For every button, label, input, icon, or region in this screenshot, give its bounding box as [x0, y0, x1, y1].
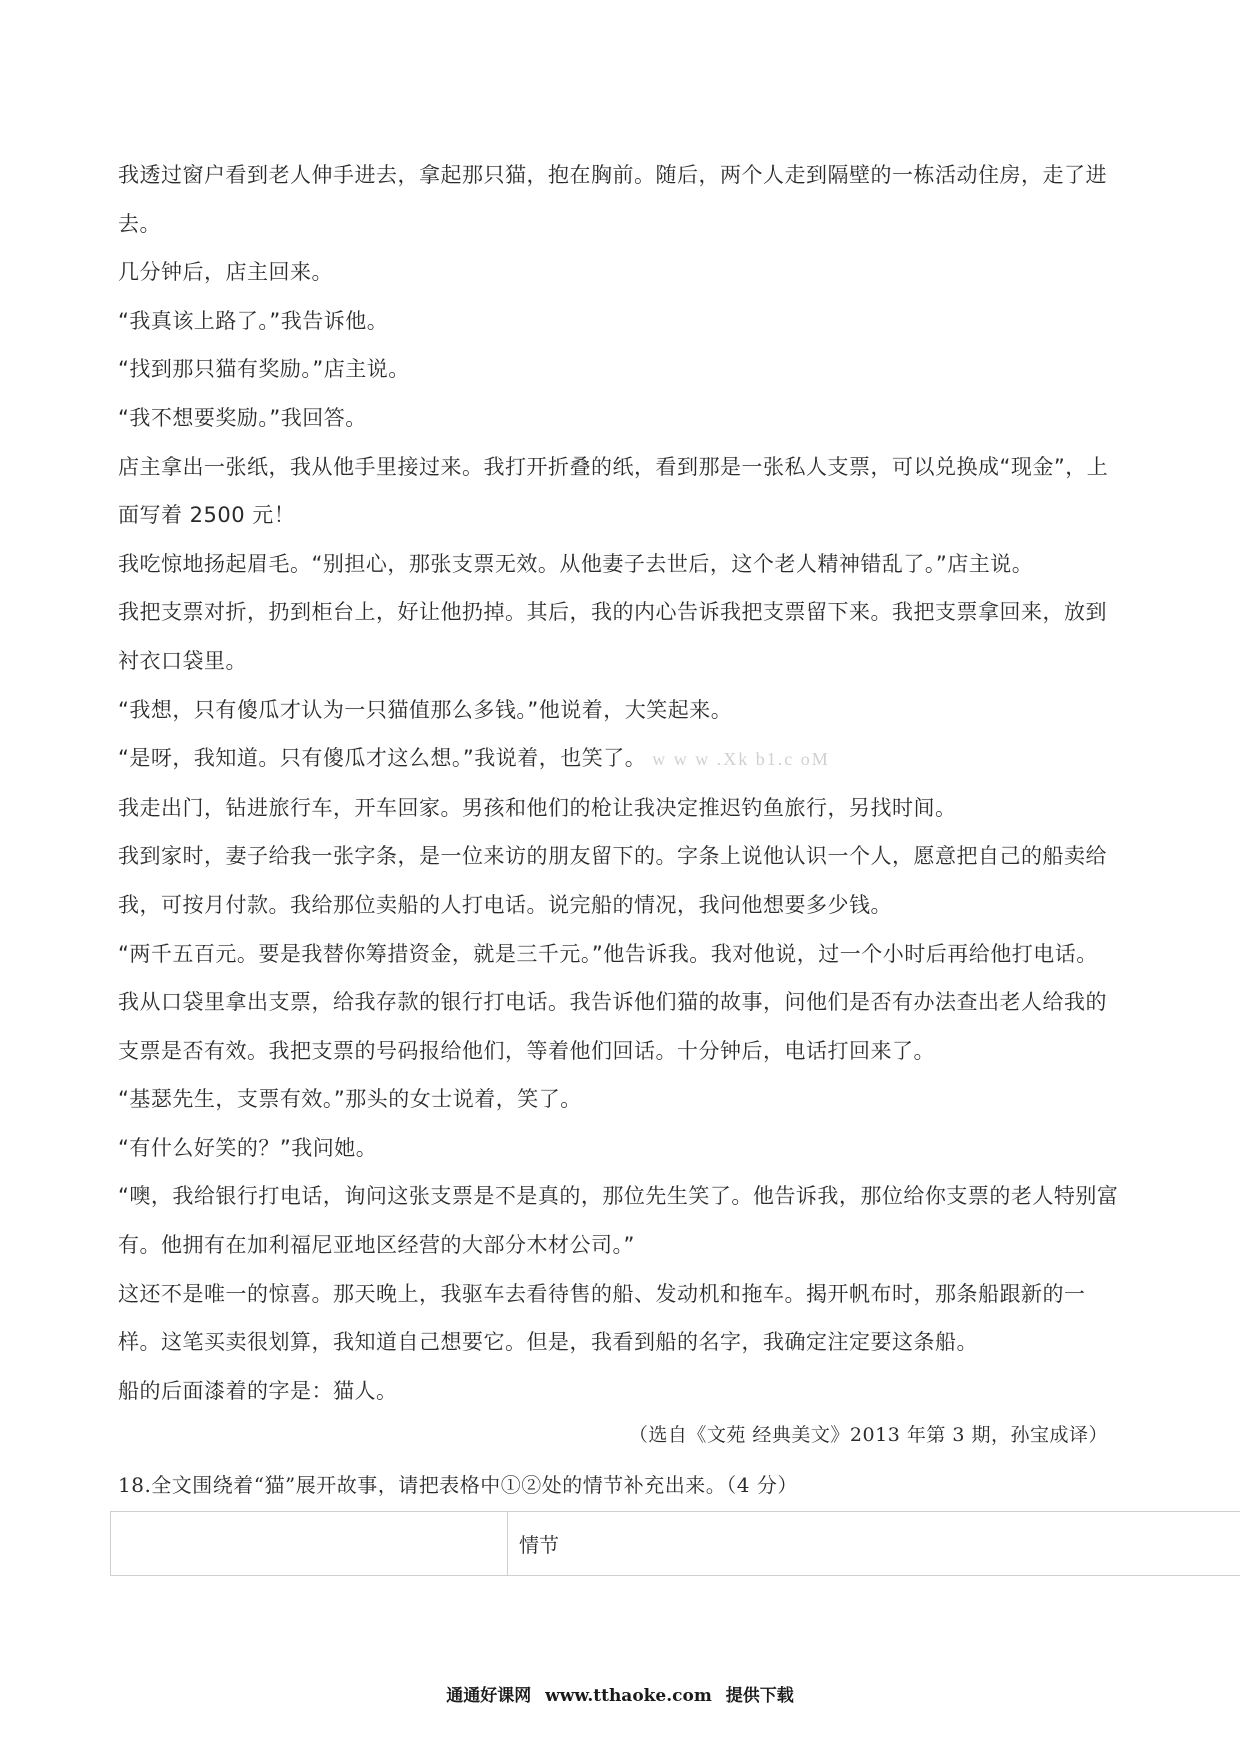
story-paragraph-2: 几分钟后，店主回来。: [118, 260, 333, 285]
plot-table: [110, 1511, 1240, 1576]
story-paragraph-17: “噢，我给银行打电话，询问这张支票是不是真的，那位先生笑了。他告诉我，那位给你支票的老人特别富有。他拥有在加利福尼亚地区经营的大部分木材公司。”: [118, 1184, 1119, 1258]
page-footer: [0, 1681, 1240, 1706]
story-paragraph-5: “我不想要奖励。”我回答。: [118, 405, 367, 430]
story-paragraph-1: 我透过窗户看到老人伸手进去，拿起那只猫，抱在胸前。随后，两个人走到隔壁的一栋活动住房，走了进去。: [118, 163, 1107, 236]
watermark-text: w w w .Xk b1.c oM: [652, 749, 830, 770]
story-paragraph-19: 船的后面漆着的字是：猫人。: [118, 1378, 398, 1403]
story-body: [118, 151, 1128, 1415]
footer-site-name: 通通好课网: [446, 1686, 532, 1706]
table-header-plot: 情节: [519, 1533, 559, 1557]
story-paragraph-9: “我想，只有傻瓜才认为一只猫值那么多钱。”他说着，大笑起来。: [118, 697, 733, 722]
story-paragraph-3: “我真该上路了。”我告诉他。: [118, 308, 389, 333]
source-citation: （选自《文苑 经典美文》2013 年第 3 期，孙宝成译）: [628, 1424, 1108, 1446]
story-paragraph-10: [118, 734, 1128, 784]
story-paragraph-4: “找到那只猫有奖励。”店主说。: [118, 357, 410, 382]
story-paragraph-11: 我走出门，钻进旅行车，开车回家。男孩和他们的枪让我决定推迟钓鱼旅行，另找时间。: [118, 795, 957, 820]
story-paragraph-10-text: “是呀，我知道。只有傻瓜才这么想。”我说着，也笑了。: [118, 746, 647, 771]
story-paragraph-15: “基瑟先生，支票有效。”那头的女士说着，笑了。: [118, 1087, 582, 1112]
table-corner-cell: [111, 1512, 508, 1575]
story-paragraph-14: 我从口袋里拿出支票，给我存款的银行打电话。我告诉他们猫的故事，问他们是否有办法查出老人给我的支票是否有效。我把支票的号码报给他们，等着他们回话。十分钟后，电话打回来了。: [118, 990, 1107, 1063]
story-paragraph-7: 我吃惊地扬起眉毛。“别担心，那张支票无效。从他妻子去世后，这个老人精神错乱了。”店主说。: [118, 551, 1034, 576]
footer-url: www.tthaoke.com: [545, 1686, 712, 1706]
question-18: 18.全文围绕着“猫”展开故事，请把表格中①②处的情节补充出来。（4 分）: [118, 1473, 798, 1497]
story-paragraph-8: 我把支票对折，扔到柜台上，好让他扔掉。其后，我的内心告诉我把支票留下来。我把支票拿回来，放到衬衣口袋里。: [118, 600, 1107, 673]
story-paragraph-13: “两千五百元。要是我替你筹措资金，就是三千元。”他告诉我。我对他说，过一个小时后再给他打电话。: [118, 941, 1098, 966]
story-paragraph-18: 这还不是唯一的惊喜。那天晚上，我驱车去看待售的船、发动机和拖车。揭开帆布时，那条船跟新的一样。这笔买卖很划算，我知道自己想要它。但是，我看到船的名字，我确定注定要这条船。: [118, 1281, 1086, 1355]
story-paragraph-6: 店主拿出一张纸，我从他手里接过来。我打开折叠的纸，看到那是一张私人支票，可以兑换成“现金”，上面写着 2500 元！: [118, 454, 1109, 528]
footer-suffix: 提供下载: [725, 1686, 794, 1706]
story-paragraph-16: “有什么好笑的？”我问她。: [118, 1135, 378, 1160]
story-paragraph-12: 我到家时，妻子给我一张字条，是一位来访的朋友留下的。字条上说他认识一个人，愿意把自己的船卖给我，可按月付款。我给那位卖船的人打电话。说完船的情况，我问他想要多少钱。: [118, 844, 1107, 917]
